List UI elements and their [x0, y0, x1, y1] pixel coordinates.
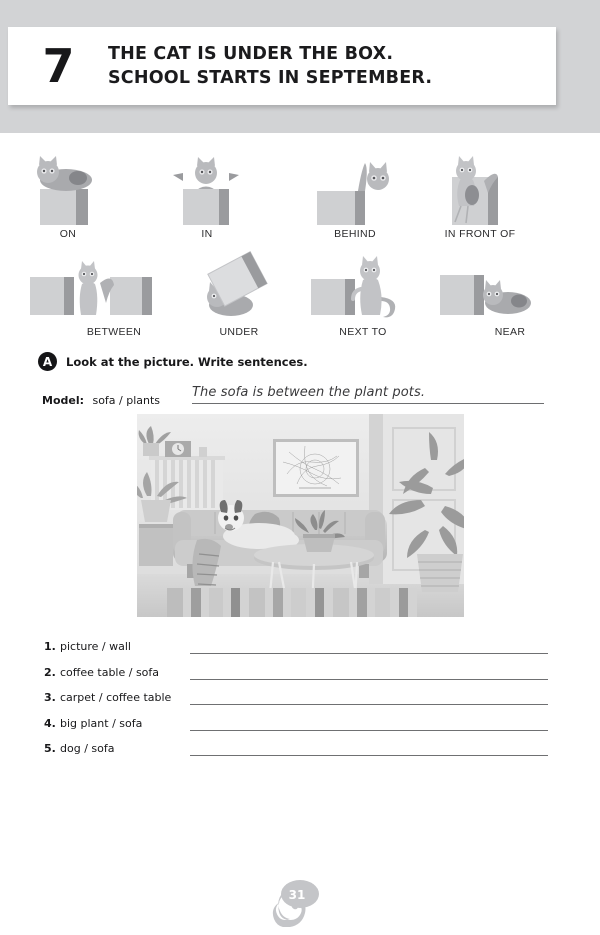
cat-on-box-icon [18, 147, 118, 225]
preposition-label: BEHIND [334, 228, 376, 240]
item-number: 1. [44, 640, 56, 653]
cat-in-front-of-box-icon [430, 147, 530, 225]
unit-title-line-1: THE CAT IS UNDER THE BOX. [108, 43, 394, 64]
preposition-row-2 [0, 245, 600, 343]
exercise-badge-a: A [38, 352, 57, 371]
model-answer: The sofa is between the plant pots. [192, 385, 544, 404]
item-prompt: big plant / sofa [60, 716, 143, 730]
page-number: 31 [288, 888, 306, 902]
cat-in-box-icon [157, 147, 257, 225]
preposition-label: NEXT TO [339, 326, 387, 338]
preposition-label: NEAR [494, 326, 526, 338]
cat-next-to-box-icon [313, 245, 413, 323]
table-row [44, 663, 556, 689]
model-prompt: sofa / plants [92, 394, 161, 407]
unit-title-line-2: SCHOOL STARTS IN SEPTEMBER. [108, 67, 433, 88]
preposition-item-behind [305, 147, 405, 240]
model-label: Model: [42, 394, 85, 407]
preposition-row-1 [0, 147, 600, 247]
page-footer [0, 877, 600, 935]
living-room-photo [137, 414, 464, 617]
table-row [44, 688, 556, 714]
cat-between-boxes-icon [64, 245, 164, 323]
preposition-item-between [64, 245, 164, 338]
item-number: 3. [44, 691, 56, 704]
item-number: 5. [44, 742, 56, 755]
preposition-label: BETWEEN [86, 326, 142, 338]
preposition-item-under [189, 245, 289, 338]
preposition-item-in-front-of [430, 147, 530, 240]
item-number: 4. [44, 716, 56, 730]
answer-line-5[interactable] [190, 755, 548, 756]
answer-line-4[interactable] [190, 730, 548, 731]
unit-header-card [8, 27, 556, 105]
exercise-a-heading [38, 352, 308, 371]
preposition-label: UNDER [219, 326, 259, 338]
answer-line-3[interactable] [190, 704, 548, 705]
table-row [44, 637, 556, 663]
worksheet-page [0, 133, 600, 902]
exercise-instruction: Look at the picture. Write sentences. [66, 354, 308, 369]
item-prompt: dog / sofa [60, 742, 115, 755]
chameleon-logo-icon [272, 877, 328, 927]
preposition-item-in [157, 147, 257, 240]
answer-line-1[interactable] [190, 653, 548, 654]
item-prompt: picture / wall [60, 640, 131, 653]
table-row [44, 739, 556, 765]
unit-number: 7 [42, 39, 74, 93]
preposition-label: ON [59, 228, 77, 240]
table-row [44, 714, 556, 740]
model-row [42, 385, 562, 409]
preposition-label: IN [201, 228, 213, 240]
item-number: 2. [44, 665, 56, 679]
preposition-item-near [460, 245, 560, 338]
answer-line-2[interactable] [190, 679, 548, 680]
exercise-items-list [44, 637, 556, 765]
preposition-item-next-to [313, 245, 413, 338]
preposition-label: IN FRONT OF [444, 228, 516, 240]
item-prompt: carpet / coffee table [60, 691, 172, 704]
cat-near-box-icon [460, 245, 560, 323]
preposition-item-on [18, 147, 118, 240]
cat-behind-box-icon [305, 147, 405, 225]
item-prompt: coffee table / sofa [60, 665, 160, 679]
unit-title-group [108, 44, 432, 88]
cat-under-box-icon [189, 245, 289, 323]
